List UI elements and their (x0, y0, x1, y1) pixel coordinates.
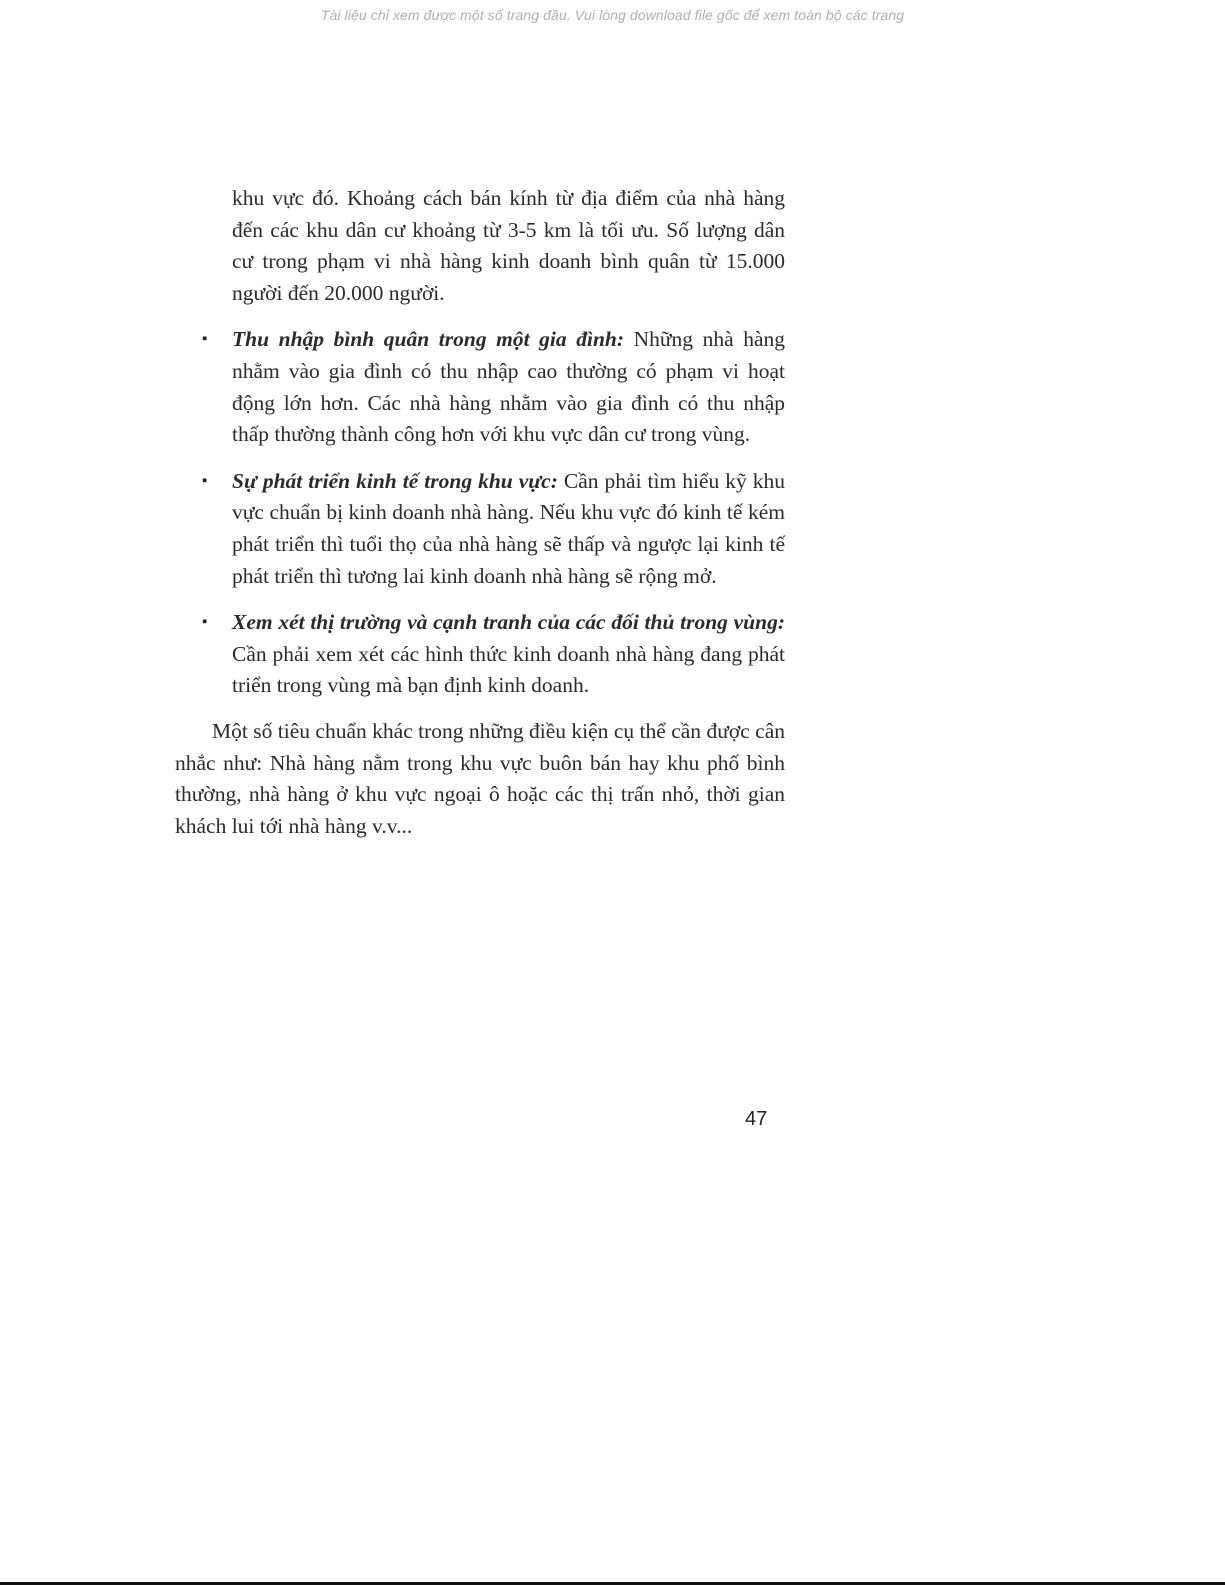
bullet-term: Sự phát triển kinh tế trong khu vực: (232, 468, 558, 493)
list-item (175, 466, 785, 592)
bullet-term: Xem xét thị trường và cạnh tranh của các đối thủ trong vùng: (232, 610, 785, 635)
square-bullet-icon: ▪ (202, 331, 208, 348)
closing-paragraph: Một số tiêu chuẩn khác trong những điều kiện cụ thể cần được cân nhắc như: Nhà hàng nằm trong khu vực buôn bán hay khu phố bình thường, nhà hàng ở khu vực ngoại ô hoặc các thị trấn nhỏ, thời gian khách lui tới nhà hàng v.v... (175, 718, 785, 838)
list-item (175, 607, 785, 702)
square-bullet-icon: ▪ (202, 614, 208, 631)
bullet-text: Cần phải tìm hiểu kỹ khu vực chuẩn bị kinh doanh nhà hàng. Nếu khu vực đó kinh tế kém phát triển thì tuổi thọ của nhà hàng sẽ thấp và ngược lại kinh tế phát triển thì tương lai kinh doanh nhà hàng sẽ rộng mở. (232, 468, 785, 588)
page-number: 47 (745, 1108, 768, 1130)
criteria-list (175, 324, 785, 702)
bullet-text: Cần phải xem xét các hình thức kinh doanh nhà hàng đang phát triển trong vùng mà bạn định kinh doanh. (232, 641, 785, 698)
square-bullet-icon: ▪ (202, 472, 208, 489)
bullet-text: Những nhà hàng nhằm vào gia đình có thu nhập cao thường có phạm vi hoạt động lớn hơn. Các nhà hàng nhằm vào gia đình có thu nhập thấp thường thành công hơn với khu vực dân cư trong vùng. (232, 327, 786, 447)
download-watermark: Tài liệu chỉ xem được một số trang đầu. Vui lòng download file gốc để xem toàn bộ các trang (320, 7, 905, 23)
page-body (175, 183, 785, 842)
bullet-term: Thu nhập bình quân trong một gia đình: (232, 327, 625, 352)
list-item (175, 324, 785, 450)
continued-paragraph: khu vực đó. Khoảng cách bán kính từ địa điểm của nhà hàng đến các khu dân cư khoảng từ 3-5 km là tối ưu. Số lượng dân cư trong phạm vi nhà hàng kinh doanh bình quân từ 15.000 người đến 20.000 người. (232, 186, 785, 305)
